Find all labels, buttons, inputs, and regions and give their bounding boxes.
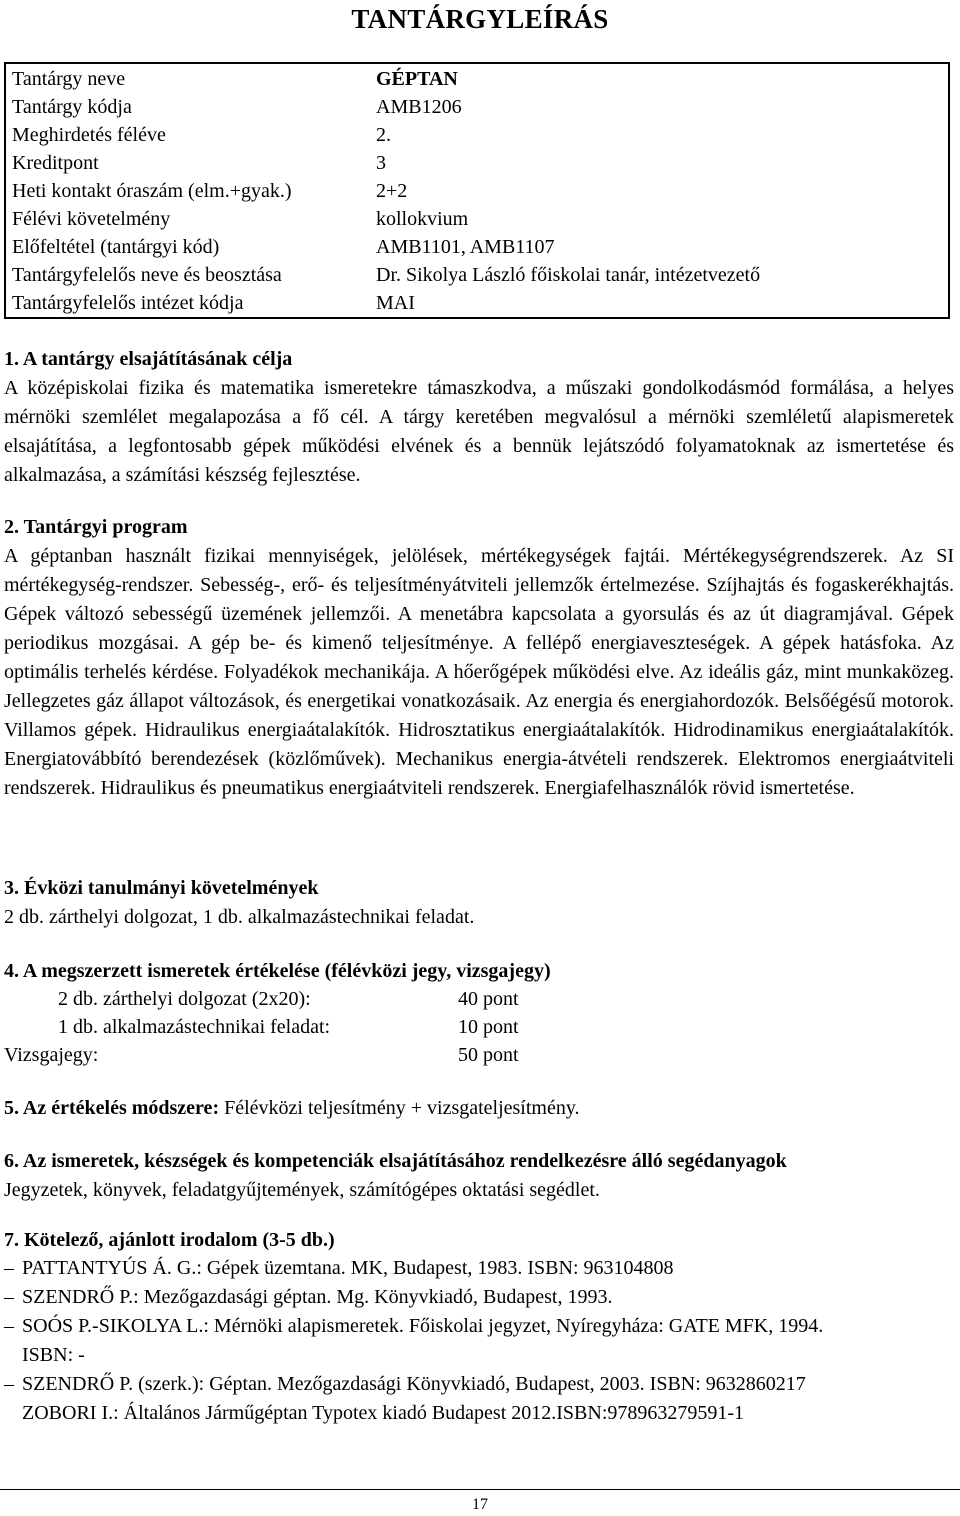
info-row	[5, 93, 949, 121]
section-heading: 3. Évközi tanulmányi követelmények	[4, 877, 319, 899]
footer-divider	[0, 1489, 960, 1490]
info-value: AMB1206	[370, 93, 949, 121]
grade-label: 2 db. zárthelyi dolgozat (2x20):	[58, 988, 311, 1010]
section-text: A középiskolai fizika és matematika ismeretekre támaszkodva, a műszaki gondolkodásmód formálása, a helyes mérnöki szemlélet megalapozása a fő cél. A tárgy keretében megvalósul a mérnöki szemléletű alapismeretek elsajátítása, a legfontosabb gépek működési elvének és a bennük lejátszódó folyamatoknak az ismertetése és alkalmazása, a számítási készség fejlesztése.	[4, 377, 954, 486]
grade-row	[4, 1041, 519, 1069]
literature-item: – SZENDRŐ P. (szerk.): Géptan. Mezőgazdasági Könyvkiadó, Budapest, 2003. ISBN: 9632860217	[4, 1370, 954, 1399]
section-heading: 5. Az értékelés módszere:	[4, 1097, 220, 1119]
grade-label: 1 db. alkalmazástechnikai feladat:	[58, 1016, 331, 1038]
page-number: 17	[472, 1496, 488, 1513]
info-key: Tantárgy neve	[5, 63, 370, 93]
section-materials	[4, 1147, 954, 1205]
info-value: MAI	[370, 289, 949, 318]
literature-item: ZOBORI I.: Általános Járműgéptan Typotex kiadó Budapest 2012.ISBN:978963279591-1	[22, 1402, 745, 1424]
info-value: AMB1101, AMB1107	[370, 233, 949, 261]
info-value: Dr. Sikolya László főiskolai tanár, intézetvezető	[370, 261, 949, 289]
info-key: Meghirdetés féléve	[5, 121, 370, 149]
info-row	[5, 121, 949, 149]
literature-item: – PATTANTYÚS Á. G.: Gépek üzemtana. MK, Budapest, 1983. ISBN: 963104808	[4, 1254, 954, 1283]
info-value: kollokvium	[370, 205, 949, 233]
section-literature	[4, 1226, 954, 1255]
section-requirements	[4, 874, 954, 932]
info-value: GÉPTAN	[370, 63, 949, 93]
info-value: 3	[370, 149, 949, 177]
section-heading: 7. Kötelező, ajánlott irodalom (3-5 db.)	[4, 1229, 335, 1251]
section-heading: 2. Tantárgyi program	[4, 516, 188, 538]
info-row	[5, 289, 949, 318]
section-text: Félévközi teljesítmény + vizsgateljesítmény.	[219, 1097, 580, 1119]
section-heading: 1. A tantárgy elsajátításának célja	[4, 348, 293, 370]
grade-row	[4, 1013, 519, 1041]
grade-row	[4, 985, 519, 1013]
grade-table	[4, 985, 519, 1069]
section-heading: 6. Az ismeretek, készségek és kompetenciák elsajátításához rendelkezésre álló segédanyagok	[4, 1150, 787, 1172]
info-row	[5, 63, 949, 93]
info-key: Heti kontakt óraszám (elm.+gyak.)	[5, 177, 370, 205]
grade-value: 50 pont	[458, 1044, 519, 1066]
info-key: Kreditpont	[5, 149, 370, 177]
info-key: Tantárgyfelelős intézet kódja	[5, 289, 370, 318]
literature-item: ISBN: -	[22, 1344, 85, 1366]
info-key: Tantárgyfelelős neve és beosztása	[5, 261, 370, 289]
section-text: A géptanban használt fizikai mennyiségek, jelölések, mértékegységek fajtái. Mértékegységrendszerek. Az SI mértékegység-rendszer. Sebesség-, erő- és teljesítményátviteli jellemzők értelmezése. Szíjhajtás és fogaskerékhajtás. Gépek változó sebességű üzemének jellemzői. A menetábra kapcsolata a gyorsulás és az út diagramjával. Gépek periodikus mozgásai. A gép be- és kimenő teljesítménye. A fellépő energiaveszteségek. A gépek hatásfoka. Az optimális terhelés kérdése. Folyadékok mechanikája. A hőerőgépek működési elve. Az ideális gáz, mint munkaközeg. Jellegzetes gáz állapot változások, és energetikai vonatkozásaik. Az energia és energiahordozók. Belsőégésű motorok. Villamos gépek. Hidraulikus energiaátalakítók. Hidrosztatikus energiaátalakítók. Hidrodinamikus energiaátalakítók. Energiatovábbító berendezések (közlőművek). Mechanikus energia-átvételi rendszerek. Elektromos energiaátviteli rendszerek. Hidraulikus és pneumatikus energiaátviteli rendszerek. Energiafelhasználók rövid ismertetése.	[4, 545, 954, 799]
info-key: Félévi követelmény	[5, 205, 370, 233]
info-value: 2.	[370, 121, 949, 149]
info-row	[5, 233, 949, 261]
section-text: 2 db. zárthelyi dolgozat, 1 db. alkalmazástechnikai feladat.	[4, 906, 475, 928]
section-evaluation	[4, 957, 954, 986]
grade-value: 40 pont	[458, 988, 519, 1010]
section-program	[4, 513, 954, 803]
literature-item: – SZENDRŐ P.: Mezőgazdasági géptan. Mg. Könyvkiadó, Budapest, 1993.	[4, 1283, 954, 1312]
grade-label: Vizsgajegy:	[4, 1044, 99, 1066]
literature-item: – SOÓS P.-SIKOLYA L.: Mérnöki alapismeretek. Főiskolai jegyzet, Nyíregyháza: GATE MFK, 1994.	[4, 1312, 954, 1341]
info-key: Előfeltétel (tantárgyi kód)	[5, 233, 370, 261]
section-heading: 4. A megszerzett ismeretek értékelése (félévközi jegy, vizsgajegy)	[4, 960, 551, 982]
info-row	[5, 177, 949, 205]
info-row	[5, 261, 949, 289]
section-goal	[4, 345, 954, 490]
info-value: 2+2	[370, 177, 949, 205]
grade-value: 10 pont	[458, 1016, 519, 1038]
section-method	[4, 1094, 954, 1123]
page-title: TANTÁRGYLEÍRÁS	[351, 4, 609, 34]
info-key: Tantárgy kódja	[5, 93, 370, 121]
info-row	[5, 149, 949, 177]
section-text: Jegyzetek, könyvek, feladatgyűjtemények, számítógépes oktatási segédlet.	[4, 1179, 600, 1201]
literature-list	[4, 1254, 954, 1428]
info-row	[5, 205, 949, 233]
course-info-table	[4, 62, 950, 319]
